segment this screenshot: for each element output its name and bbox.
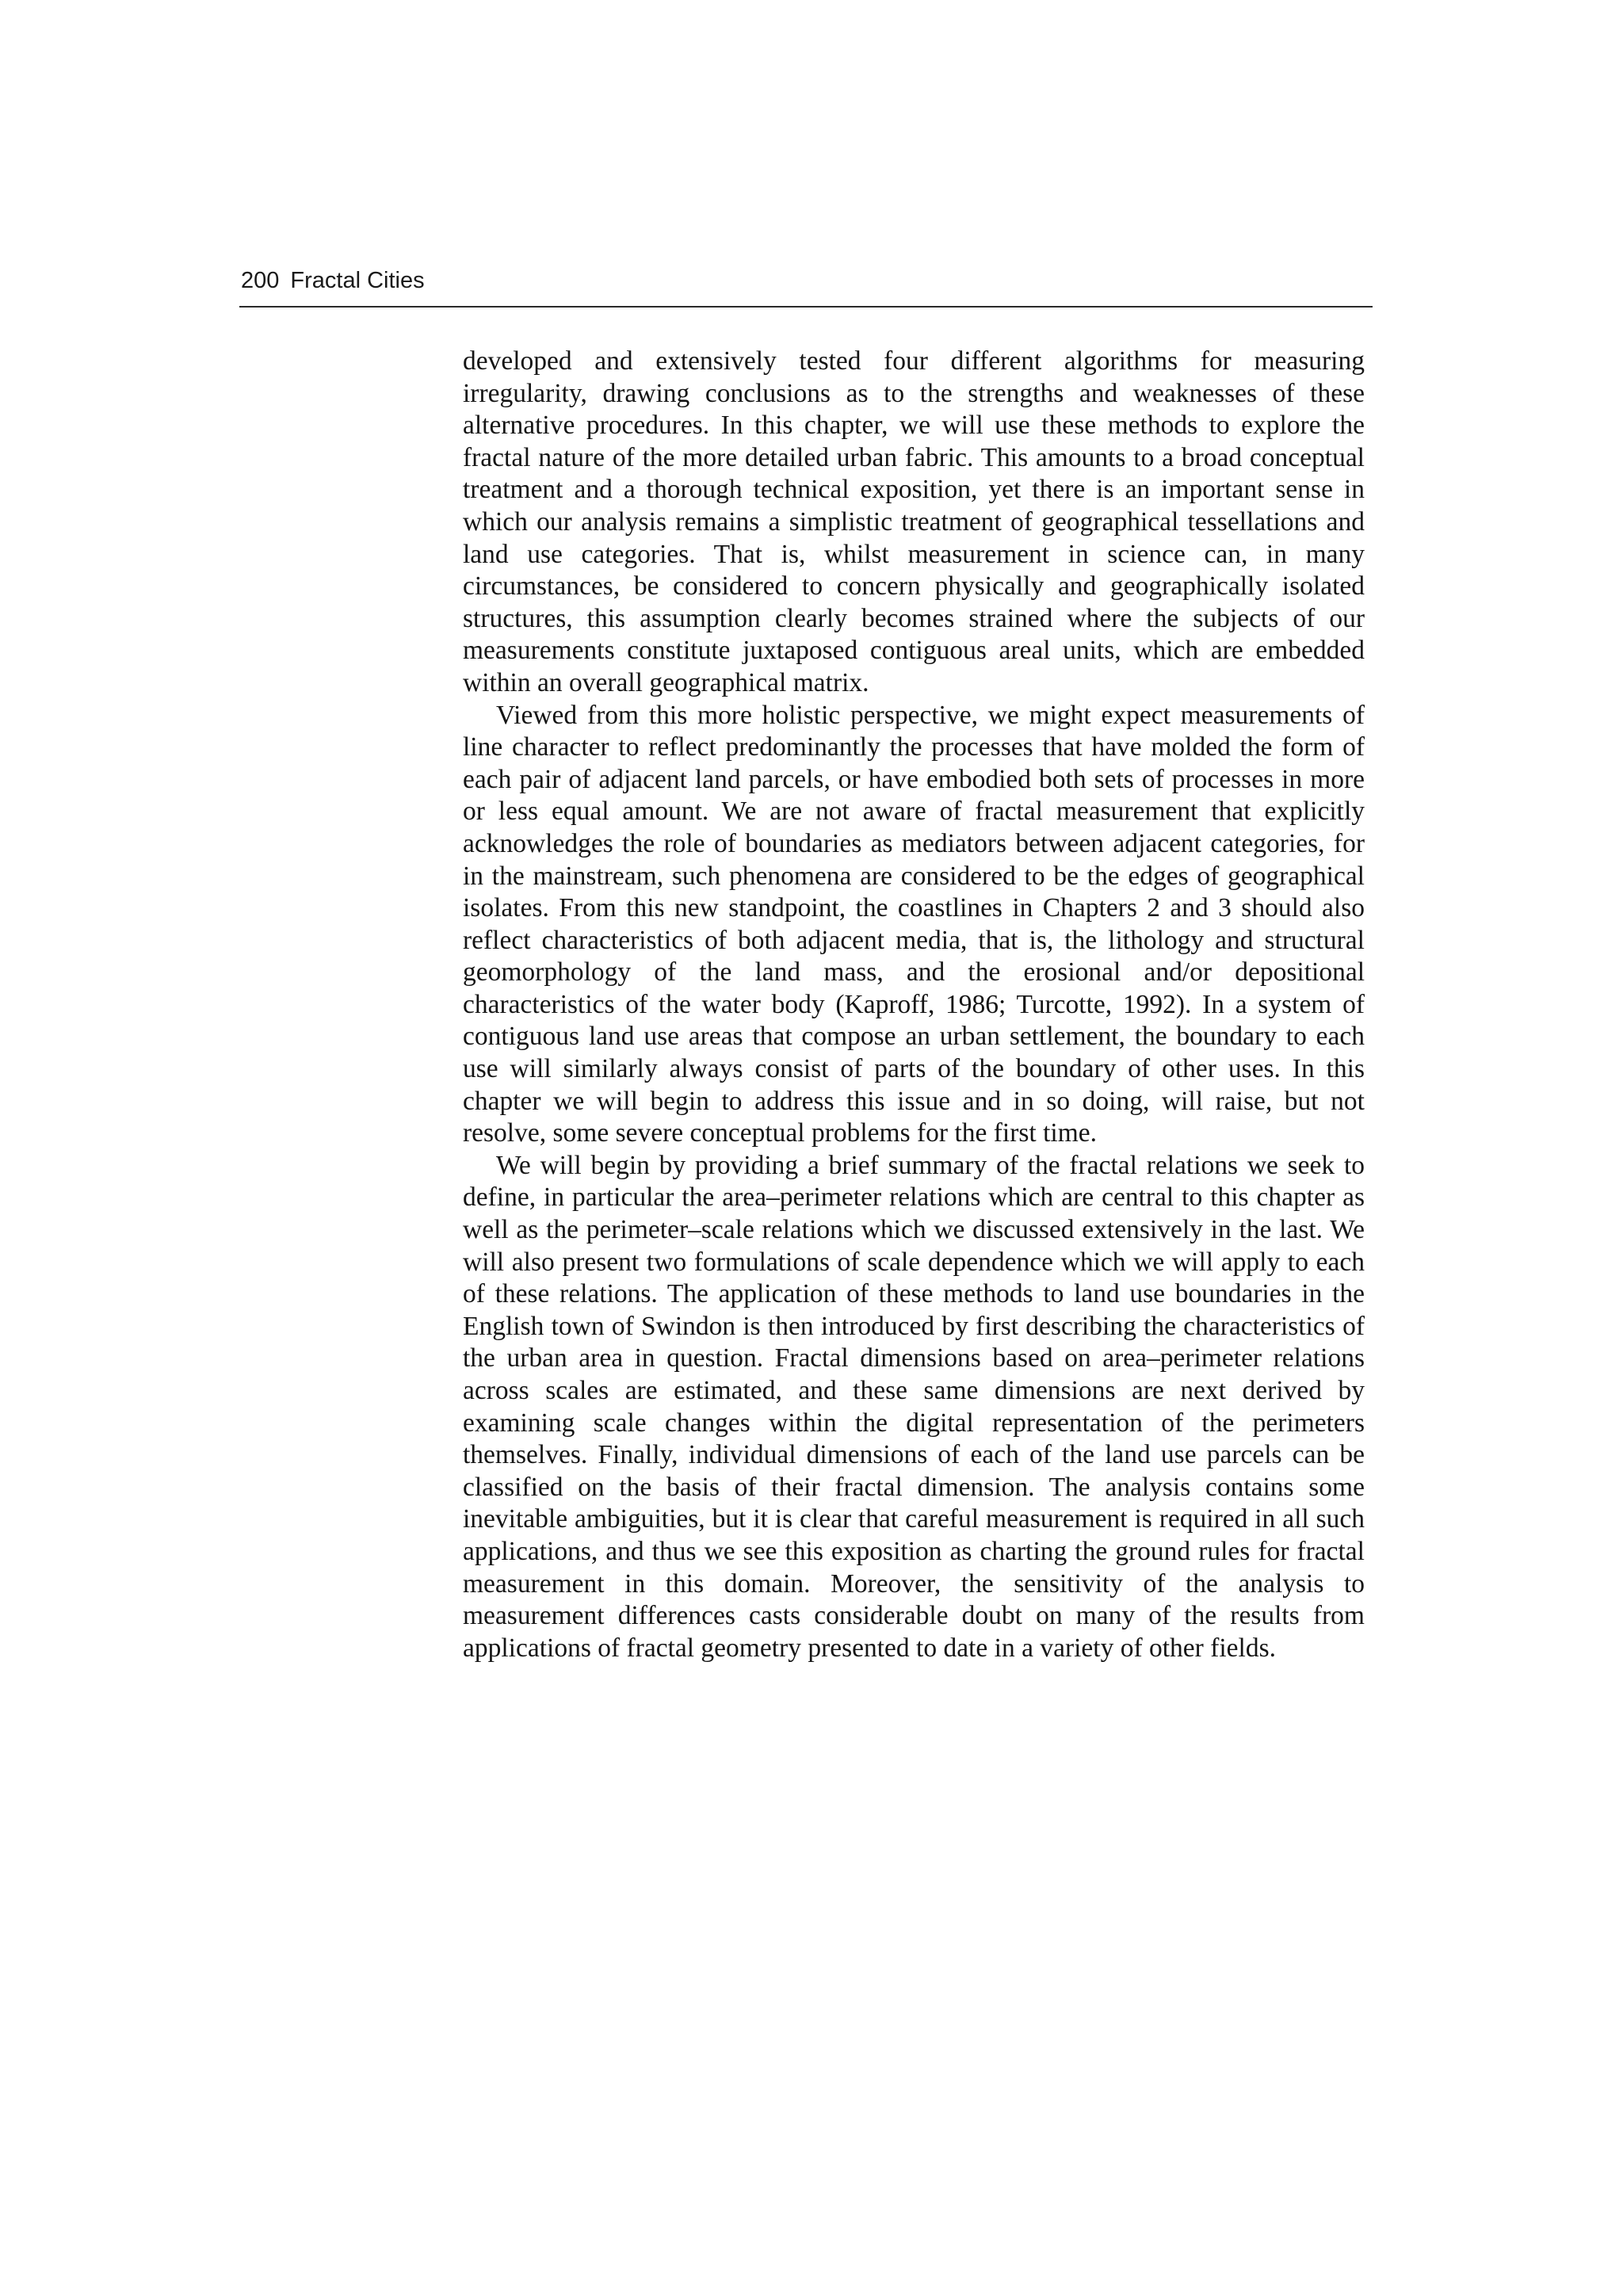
running-title: Fractal Cities (290, 268, 425, 293)
body-text (463, 346, 1365, 1664)
page-number: 200 (241, 268, 280, 293)
paragraph: developed and extensively tested four different algorithms for measuring irregularity, drawing conclusions as to the strengths and weaknesses of these alternative procedures. In this chapter, we will use these methods to explore the fractal nature of the more detailed urban fabric. This amounts to a broad conceptual treatment and a thorough technical exposition, yet there is an important sense in which our analysis remains a simplistic treatment of geographical tessellations and land use categories. That is, whilst measurement in science can, in many circumstances, be considered to concern physically and geographically isolated structures, this assumption clearly becomes strained where the subjects of our measurements constitute juxtaposed contiguous areal units, which are embedded within an overall geographical matrix. (463, 346, 1365, 697)
paragraph: We will begin by providing a brief summary of the fractal relations we seek to define, in particular the area–perimeter relations which are central to this chapter as well as the perimeter–scale relations which we discussed extensively in the last. We will also present two formulations of scale dependence which we will apply to each of these relations. The application of these methods to land use boundaries in the English town of Swindon is then introduced by first describing the characteristics of the urban area in question. Fractal dimensions based on area–perimeter relations across scales are estimated, and these same dimensions are next derived by examining scale changes within the digital representation of the perimeters themselves. Finally, individual dimensions of each of the land use parcels can be classified on the basis of their fractal dimension. The analysis contains some inevitable ambiguities, but it is clear that careful measurement is required in all such applications, and thus we see this exposition as charting the ground rules for fractal measurement in this domain. Moreover, the sensitivity of the analysis to measurement differences casts considerable doubt on many of the results from applications of fractal geometry presented to date in a variety of other fields. (463, 1150, 1365, 1663)
paragraph: Viewed from this more holistic perspective, we might expect measurements of line character to reflect predominantly the processes that have molded the form of each pair of adjacent land parcels, or have embodied both sets of processes in more or less equal amount. We are not aware of fractal measurement that explicitly acknowledges the role of boundaries as mediators between adjacent categories, for in the mainstream, such phenomena are considered to be the edges of geographical isolates. From this new standpoint, the coastlines in Chapters 2 and 3 should also reflect characteristics of both adjacent media, that is, the lithology and structural geomorphology of the land mass, and the erosional and/or depositional characteristics of the water body (Kaproff, 1986; Turcotte, 1992). In a system of contiguous land use areas that compose an urban settlement, the boundary to each use will similarly always consist of parts of the boundary of other uses. In this chapter we will begin to address this issue and in so doing, will raise, but not resolve, some severe conceptual problems for the first time. (463, 700, 1365, 1148)
header-rule (239, 306, 1373, 308)
running-header (241, 268, 1371, 309)
